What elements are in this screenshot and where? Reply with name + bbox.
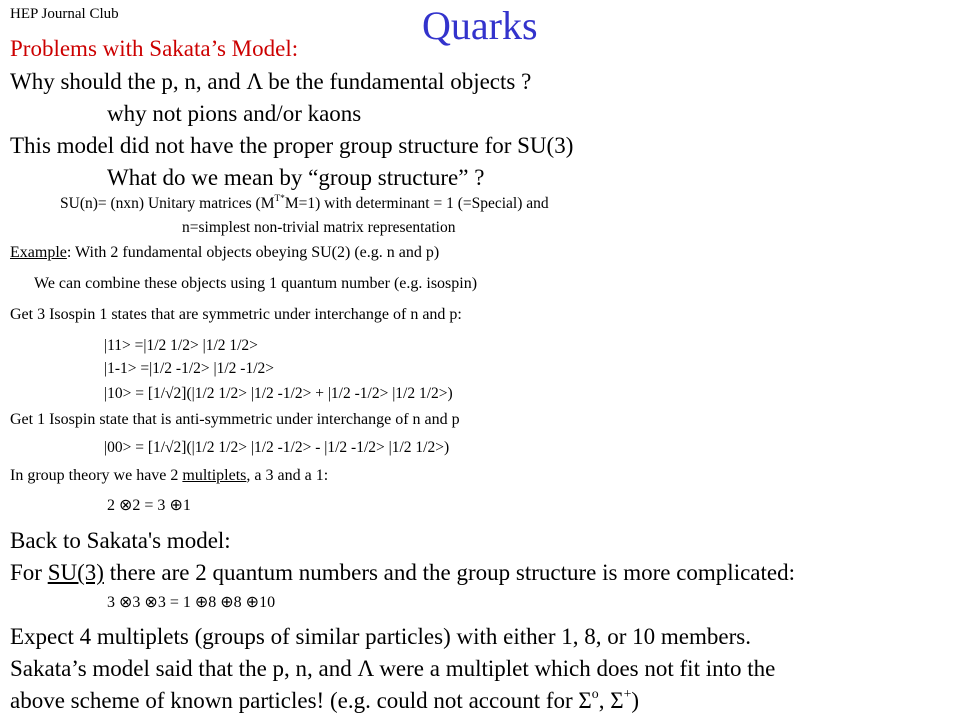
example-line xyxy=(10,245,439,261)
back-to-sakata: Back to Sakata's model: xyxy=(10,528,231,553)
expect-multiplets: Expect 4 multiplets (groups of similar particles) with either 1, 8, or 10 members. xyxy=(10,624,751,649)
su3-dec-c: 3 = 1 xyxy=(157,594,195,611)
question-fundamental-objects: Why should the p, n, and Λ be the fundamental objects ? xyxy=(10,69,532,94)
group-structure-statement: This model did not have the proper group structure for SU(3) xyxy=(10,133,574,158)
su2-c: 1 xyxy=(182,497,191,514)
sakata-multiplet-line: Sakata’s model said that the p, n, and Λ were a multiplet which does not fit into the xyxy=(10,656,776,681)
combine-objects-line: We can combine these objects using 1 quantum number (e.g. isospin) xyxy=(34,275,478,292)
su2-b: 2 = 3 xyxy=(132,497,170,514)
otimes-icon: ⊗ xyxy=(119,592,133,611)
su3-c: there are 2 quantum numbers and the group structure is more complicated: xyxy=(103,560,795,585)
known-c: ) xyxy=(631,688,640,713)
multiplets-a: In group theory we have 2 xyxy=(10,467,183,484)
su3-decomposition xyxy=(107,594,275,611)
su2-decomposition xyxy=(107,497,191,514)
example-label: Example xyxy=(10,244,67,261)
su2-a: 2 xyxy=(107,497,119,514)
su3-term: SU(3) xyxy=(47,560,104,585)
known-particles-line xyxy=(10,685,640,713)
sun-definition-a: SU(n)= (nxn) Unitary matrices (M xyxy=(60,195,275,212)
sun-definition-b: M=1) with determinant = 1 (=Special) and xyxy=(284,195,549,212)
multiplets-term: multiplets xyxy=(182,467,247,484)
su3-dec-e: 8 xyxy=(233,594,246,611)
otimes-icon: ⊗ xyxy=(144,592,158,611)
example-text: : With 2 fundamental objects obeying SU(2) (e.g. n and p) xyxy=(66,244,440,261)
su3-dec-d: 8 xyxy=(208,594,221,611)
su3-dec-b: 3 xyxy=(132,594,145,611)
journal-club-label: HEP Journal Club xyxy=(10,6,119,22)
sigma-plus-sup: + xyxy=(623,685,632,701)
sun-definition-sup: T* xyxy=(274,193,285,204)
state-00: |00> = [1/√2](|1/2 1/2> |1/2 -1/2> - |1/2 -1/2> |1/2 1/2>) xyxy=(104,439,450,456)
state-1-1: |1-1> =|1/2 -1/2> |1/2 -1/2> xyxy=(104,360,274,377)
oplus-icon: ⊕ xyxy=(220,592,234,611)
sun-definition xyxy=(60,193,549,212)
multiplets-line xyxy=(10,468,328,484)
su3-line xyxy=(10,561,795,584)
n-definition: n=simplest non-trivial matrix representation xyxy=(182,219,456,236)
su3-a: For xyxy=(10,560,48,585)
multiplets-c: , a 3 and a 1: xyxy=(246,467,329,484)
state-10: |10> = [1/√2](|1/2 1/2> |1/2 -1/2> + |1/2 -1/2> |1/2 1/2>) xyxy=(104,385,453,402)
known-b: , Σ xyxy=(598,688,624,713)
su3-dec-f: 10 xyxy=(259,594,276,611)
sigma-zero-sup: o xyxy=(591,685,599,701)
isospin-1-states-line: Get 3 Isospin 1 states that are symmetric under interchange of n and p: xyxy=(10,306,462,323)
isospin-0-state-line: Get 1 Isospin state that is anti-symmetric under interchange of n and p xyxy=(10,411,460,428)
known-a: above scheme of known particles! (e.g. could not account for Σ xyxy=(10,688,592,713)
problems-heading: Problems with Sakata’s Model: xyxy=(10,36,299,61)
su3-dec-a: 3 xyxy=(107,594,119,611)
oplus-icon: ⊕ xyxy=(245,592,260,611)
oplus-icon: ⊕ xyxy=(169,495,183,514)
group-structure-question: What do we mean by “group structure” ? xyxy=(107,165,485,190)
oplus-icon: ⊕ xyxy=(194,592,209,611)
why-not-pions: why not pions and/or kaons xyxy=(107,101,362,126)
slide-title: Quarks xyxy=(422,3,538,48)
state-11: |11> =|1/2 1/2> |1/2 1/2> xyxy=(104,337,258,354)
otimes-icon: ⊗ xyxy=(119,495,133,514)
